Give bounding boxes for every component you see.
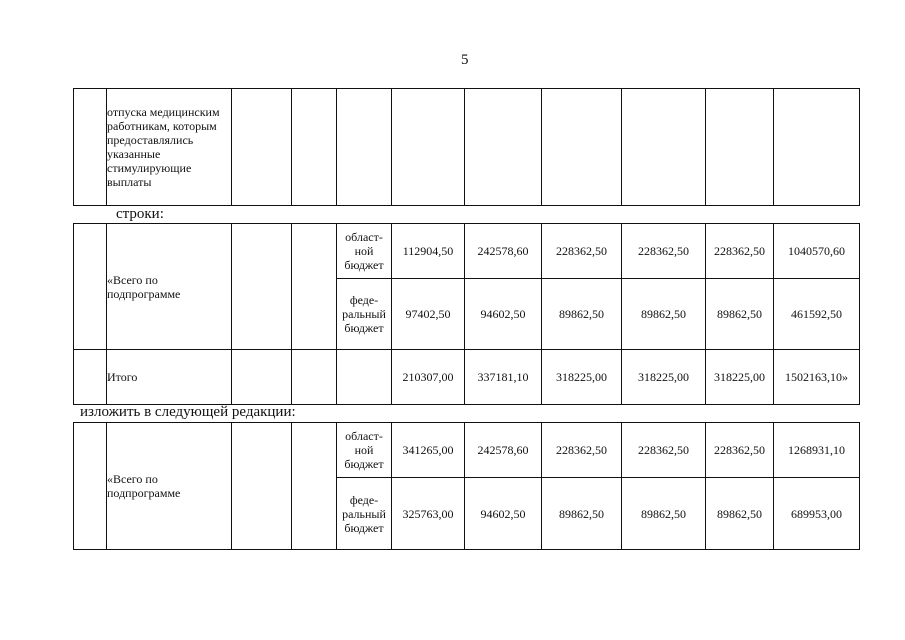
page-number: 5 <box>461 52 469 68</box>
new-row-label-cell <box>107 423 232 550</box>
label-rows: строки: <box>116 206 164 222</box>
cell-empty <box>337 89 392 206</box>
old-total-value: 318225,00 <box>622 350 706 405</box>
new-federal-value: 89862,50 <box>622 478 706 550</box>
old-total-value: 318225,00 <box>706 350 774 405</box>
old-total-row <box>74 350 860 405</box>
old-federal-value: 89862,50 <box>622 279 706 350</box>
old-regional-value: 228362,50 <box>622 224 706 279</box>
cell-empty <box>465 89 542 206</box>
cell-num <box>74 350 107 405</box>
new-regional-source: област-ной бюджет <box>337 423 392 478</box>
old-regional-value: 242578,60 <box>465 224 542 279</box>
new-regional-value: 228362,50 <box>706 423 774 478</box>
new-regional-value: 341265,00 <box>392 423 465 478</box>
label-new-edition: изложить в следующей редакции: <box>80 404 296 420</box>
new-regional-value: 228362,50 <box>542 423 622 478</box>
cell-empty <box>232 423 292 550</box>
cell-empty <box>542 89 622 206</box>
new-regional-value: 242578,60 <box>465 423 542 478</box>
continuation-text: отпуска медицинским работникам, которым предоставлялись указанные стимулирующие выплаты <box>107 105 220 189</box>
new-regional-row <box>74 423 860 478</box>
cell-empty <box>232 89 292 206</box>
cell-empty <box>232 224 292 350</box>
old-regional-source: област-ной бюджет <box>337 224 392 279</box>
cell-empty <box>232 350 292 405</box>
old-total-value: 210307,00 <box>392 350 465 405</box>
new-federal-value: 94602,50 <box>465 478 542 550</box>
cell-empty <box>392 89 465 206</box>
old-regional-total: 1040570,60 <box>774 224 860 279</box>
new-federal-value: 89862,50 <box>706 478 774 550</box>
old-regional-value: 112904,50 <box>392 224 465 279</box>
old-federal-value: 89862,50 <box>542 279 622 350</box>
cell-empty <box>292 350 337 405</box>
old-regional-value: 228362,50 <box>706 224 774 279</box>
continuation-text-cell <box>107 89 232 206</box>
old-regional-value: 228362,50 <box>542 224 622 279</box>
new-federal-total: 689953,00 <box>774 478 860 550</box>
continuation-row <box>74 89 860 206</box>
old-grand-total: 1502163,10» <box>774 350 860 405</box>
new-regional-total: 1268931,10 <box>774 423 860 478</box>
new-federal-source: феде-ральный бюджет <box>337 478 392 550</box>
old-federal-value: 97402,50 <box>392 279 465 350</box>
cell-empty <box>706 89 774 206</box>
new-regional-value: 228362,50 <box>622 423 706 478</box>
old-row-label: «Всего по подпрограмме <box>107 272 181 301</box>
cell-empty <box>292 224 337 350</box>
old-federal-source: феде-ральный бюджет <box>337 279 392 350</box>
old-federal-value: 94602,50 <box>465 279 542 350</box>
old-total-label: Итого <box>107 350 232 405</box>
cell-empty <box>337 350 392 405</box>
cell-empty <box>774 89 860 206</box>
new-federal-value: 325763,00 <box>392 478 465 550</box>
cell-empty <box>622 89 706 206</box>
new-row-label: «Всего по подпрограмме <box>107 472 181 500</box>
new-edition-table <box>73 422 860 550</box>
old-federal-total: 461592,50 <box>774 279 860 350</box>
old-row-label-cell <box>107 224 232 350</box>
cell-num <box>74 89 107 206</box>
old-edition-table <box>73 223 860 405</box>
old-total-value: 337181,10 <box>465 350 542 405</box>
cell-num <box>74 423 107 550</box>
cell-empty <box>292 89 337 206</box>
cell-num <box>74 224 107 350</box>
old-federal-value: 89862,50 <box>706 279 774 350</box>
old-total-value: 318225,00 <box>542 350 622 405</box>
continuation-table <box>73 88 860 206</box>
cell-empty <box>292 423 337 550</box>
new-federal-value: 89862,50 <box>542 478 622 550</box>
old-regional-row <box>74 224 860 279</box>
